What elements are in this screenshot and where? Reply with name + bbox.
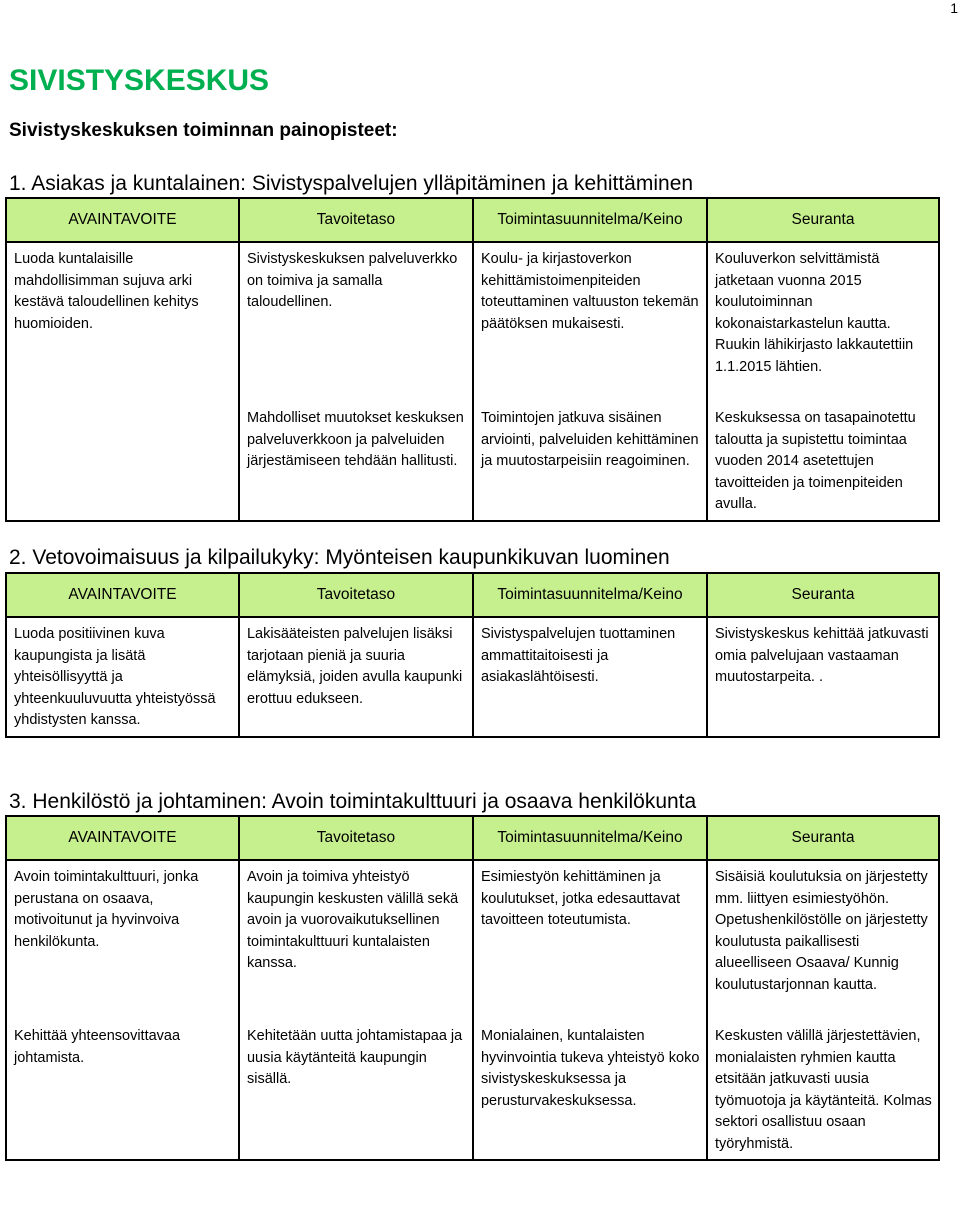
- header-tavoitetaso: Tavoitetaso: [239, 198, 473, 242]
- section-3-table: [5, 815, 940, 1161]
- header-toimintasuunnitelma: Toimintasuunnitelma/Keino: [473, 198, 707, 242]
- table-cell: Koulu- ja kirjastoverkon kehittämistoimenpiteiden toteuttaminen valtuuston tekemän päätöksen mukaisesti.: [473, 242, 707, 382]
- table-cell: Avoin ja toimiva yhteistyö kaupungin keskusten välillä sekä avoin ja vuorovaikutuksellinen toimintakulttuuri kuntalaisten kanssa.: [239, 860, 473, 1000]
- table-cell: Lakisääteisten palvelujen lisäksi tarjotaan pieniä ja suuria elämyksiä, joiden avulla kaupunki erottuu edukseen.: [239, 617, 473, 737]
- table-cell: Avoin toimintakulttuuri, jonka perustana on osaava, motivoitunut ja hyvinvoiva henkilökunta.: [6, 860, 239, 1000]
- table-cell: Esimiestyön kehittäminen ja koulutukset, jotka edesauttavat tavoitteen toteutumista.: [473, 860, 707, 1000]
- header-toimintasuunnitelma: Toimintasuunnitelma/Keino: [473, 816, 707, 860]
- header-seuranta: Seuranta: [707, 198, 939, 242]
- table-cell: Monialainen, kuntalaisten hyvinvointia tukeva yhteistyö koko sivistyskeskuksessa ja perusturvakeskuksessa.: [473, 1000, 707, 1160]
- table-cell: Keskuksessa on tasapainotettu taloutta ja supistettu toimintaa vuoden 2014 asetettujen tavoitteiden ja toimenpiteiden avulla.: [707, 382, 939, 521]
- header-tavoitetaso: Tavoitetaso: [239, 816, 473, 860]
- page-title: SIVISTYSKESKUS: [9, 64, 270, 97]
- header-tavoitetaso: Tavoitetaso: [239, 573, 473, 617]
- header-avaintavoite: AVAINTAVOITE: [6, 198, 239, 242]
- table-cell: Toimintojen jatkuva sisäinen arviointi, palveluiden kehittäminen ja muutostarpeisiin reagoiminen.: [473, 382, 707, 521]
- section-3-heading: 3. Henkilöstö ja johtaminen: Avoin toimintakulttuuri ja osaava henkilökunta: [9, 790, 697, 813]
- header-seuranta: Seuranta: [707, 573, 939, 617]
- header-avaintavoite: AVAINTAVOITE: [6, 816, 239, 860]
- table-row: [6, 1000, 939, 1160]
- table-cell: Sisäisiä koulutuksia on järjestetty mm. liittyen esimiestyöhön. Opetushenkilöstölle on järjestetty koulutusta paikallisesti alueelliseen Osaava/ Kunnig koulutustarjonnan kautta.: [707, 860, 939, 1000]
- table-cell: Kouluverkon selvittämistä jatketaan vuonna 2015 koulutoiminnan kokonaistarkastelun kautta. Ruukin lähikirjasto lakkautettiin 1.1.2015 lähtien.: [707, 242, 939, 382]
- header-toimintasuunnitelma: Toimintasuunnitelma/Keino: [473, 573, 707, 617]
- table-row: [6, 242, 939, 382]
- section-2-heading: 2. Vetovoimaisuus ja kilpailukyky: Myönteisen kaupunkikuvan luominen: [9, 546, 670, 569]
- section-1-heading: 1. Asiakas ja kuntalainen: Sivistyspalvelujen ylläpitäminen ja kehittäminen: [9, 172, 694, 195]
- table-header-row: [6, 573, 939, 617]
- table-cell: Luoda positiivinen kuva kaupungista ja lisätä yhteisöllisyyttä ja yhteenkuuluvuutta yhteistyössä yhdistysten kanssa.: [6, 617, 239, 737]
- table-row: [6, 382, 939, 521]
- table-cell: Sivistyspalvelujen tuottaminen ammattitaitoisesti ja asiakaslähtöisesti.: [473, 617, 707, 737]
- header-seuranta: Seuranta: [707, 816, 939, 860]
- table-header-row: [6, 198, 939, 242]
- table-cell: Keskusten välillä järjestettävien, monialaisten ryhmien kautta etsitään jatkuvasti uusia työmuotoja ja käytänteitä. Kolmas sektori osallistuu osaan työryhmistä.: [707, 1000, 939, 1160]
- header-avaintavoite: AVAINTAVOITE: [6, 573, 239, 617]
- table-cell: Sivistyskeskuksen palveluverkko on toimiva ja samalla taloudellinen.: [239, 242, 473, 382]
- table-header-row: [6, 816, 939, 860]
- page-subtitle: Sivistyskeskuksen toiminnan painopisteet:: [9, 120, 398, 141]
- table-cell: Kehitetään uutta johtamistapaa ja uusia käytänteitä kaupungin sisällä.: [239, 1000, 473, 1160]
- table-cell: Sivistyskeskus kehittää jatkuvasti omia palvelujaan vastaaman muutostarpeita. .: [707, 617, 939, 737]
- table-cell: [6, 382, 239, 521]
- table-cell: Kehittää yhteensovittavaa johtamista.: [6, 1000, 239, 1160]
- page-number: 1: [950, 0, 958, 16]
- table-cell: Mahdolliset muutokset keskuksen palveluverkkoon ja palveluiden järjestämiseen tehdään hallitusti.: [239, 382, 473, 521]
- table-row: [6, 617, 939, 737]
- table-row: [6, 860, 939, 1000]
- section-1-table: [5, 197, 940, 522]
- table-cell: Luoda kuntalaisille mahdollisimman sujuva arki kestävä taloudellinen kehitys huomioiden.: [6, 242, 239, 382]
- section-2-table: [5, 572, 940, 738]
